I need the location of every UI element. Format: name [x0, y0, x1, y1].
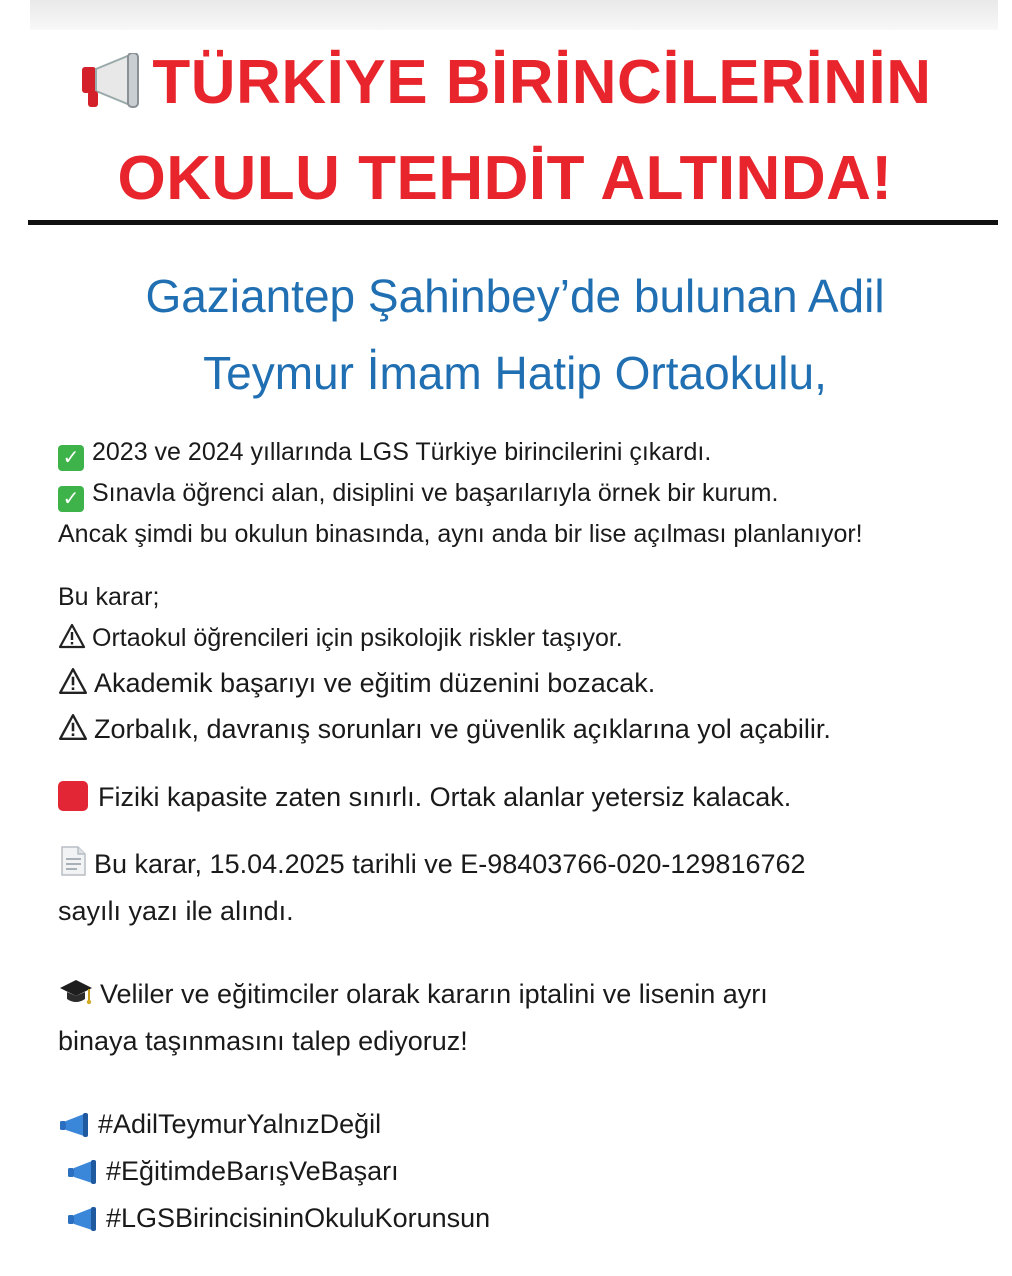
subheadline	[40, 258, 990, 412]
document-reference-cont: sayılı yazı ile alındı.	[58, 896, 294, 926]
megaphone-icon	[66, 1201, 100, 1244]
top-bar	[30, 0, 998, 30]
hashtag-item: #EğitimdeBarışVeBaşarı	[58, 1150, 998, 1197]
megaphone-icon	[58, 1107, 92, 1150]
demand-text-cont: binaya taşınmasını talep ediyoruz!	[58, 1026, 468, 1056]
graduation-cap-icon	[58, 977, 94, 1020]
document-icon	[58, 845, 88, 890]
red-square-icon	[58, 781, 88, 811]
headline	[30, 38, 980, 224]
headline-line-1	[30, 38, 980, 134]
check-mark-icon: ✓	[58, 445, 84, 471]
warning-item: Zorbalık, davranış sorunları ve güvenlik açıklarına yol açabilir.	[58, 708, 998, 754]
headline-line-2: OKULU TEHDİT ALTINDA!	[117, 144, 893, 213]
warning-item: Akademik başarıyı ve eğitim düzenini bozacak.	[58, 662, 998, 708]
body-text	[58, 432, 998, 1244]
check-mark-icon: ✓	[58, 486, 84, 512]
megaphone-icon	[78, 44, 150, 134]
point-item: ✓ 2023 ve 2024 yıllarında LGS Türkiye birincilerini çıkardı.	[58, 432, 998, 473]
decision-intro: Bu karar;	[58, 583, 160, 611]
warning-icon	[58, 621, 86, 662]
capacity-note: Fiziki kapasite zaten sınırlı. Ortak alanlar yetersiz kalacak.	[58, 776, 998, 819]
megaphone-icon	[66, 1154, 100, 1197]
headline-text-1: TÜRKİYE BİRİNCİLERİNİN	[152, 48, 932, 117]
warning-icon	[58, 711, 88, 754]
subhead-line-1: Gaziantep Şahinbey’de bulunan Adil	[145, 270, 885, 322]
hashtag-item: #LGSBirincisininOkuluKorunsun	[58, 1197, 998, 1244]
warning-icon	[58, 665, 88, 708]
subhead-line-2: Teymur İmam Hatip Ortaokulu,	[203, 347, 827, 399]
point-item: ✓ Sınavla öğrenci alan, disiplini ve başarılarıyla örnek bir kurum.	[58, 473, 998, 514]
statement: Ancak şimdi bu okulun binasında, aynı anda bir lise açılması planlanıyor!	[58, 520, 863, 548]
warning-item: Ortaokul öğrencileri için psikolojik riskler taşıyor.	[58, 618, 998, 662]
divider	[28, 220, 998, 225]
hashtag-item: #AdilTeymurYalnızDeğil	[58, 1103, 998, 1150]
demand-text: Veliler ve eğitimciler olarak kararın iptalini ve lisenin ayrı	[58, 973, 998, 1020]
document-reference: Bu karar, 15.04.2025 tarihli ve E-98403766-020-129816762	[58, 843, 998, 890]
